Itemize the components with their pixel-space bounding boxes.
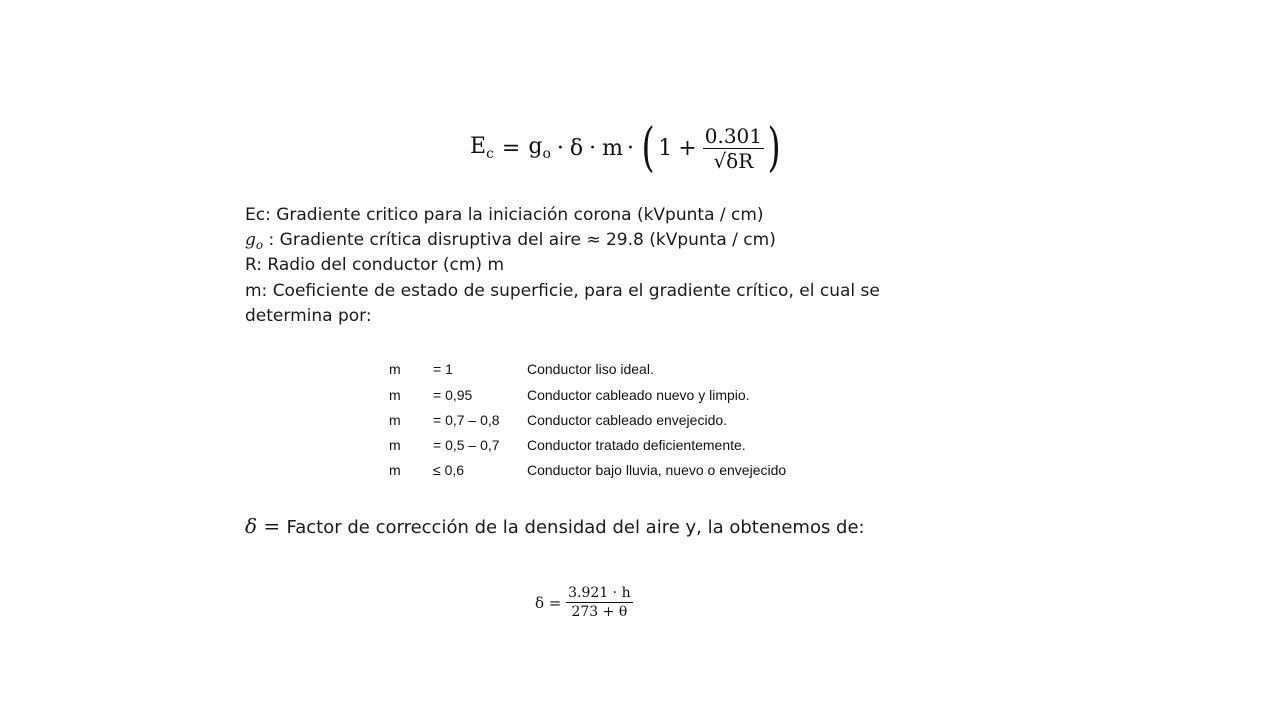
row-value: = 0,5 – 0,7: [433, 437, 500, 453]
formula-denominator: √δR: [713, 148, 754, 173]
corona-gradient-formula: [470, 118, 784, 178]
formula-dot-1: ·: [556, 135, 564, 161]
formula-numerator: 0.301: [704, 123, 762, 148]
delta-formula-equals: =: [544, 593, 567, 612]
row-description: Conductor cableado nuevo y limpio.: [527, 387, 750, 403]
formula-close-paren: ): [767, 118, 781, 178]
row-description: Conductor liso ideal.: [527, 361, 654, 377]
formula-lhs: $E_c$: [470, 134, 494, 162]
delta-symbol: δ: [245, 514, 258, 538]
delta-equals: =: [257, 514, 287, 538]
row-symbol: m: [389, 361, 401, 377]
formula-one: 1: [658, 135, 673, 161]
row-value: = 0,7 – 0,8: [433, 412, 500, 428]
row-symbol: m: [389, 412, 401, 428]
delta-formula-lhs: δ: [535, 593, 545, 612]
row-value: ≤ 0,6: [433, 462, 465, 478]
formula-m: m: [602, 135, 623, 161]
formula-g: $g_o$: [528, 134, 551, 162]
definition-ec: Ec: Gradiente critico para la iniciación corona (kVpunta / cm): [245, 205, 764, 225]
delta-formula-denominator: 273 + θ: [571, 604, 628, 620]
formula-open-paren: (: [641, 118, 655, 178]
row-description: Conductor tratado deficientemente.: [527, 437, 746, 453]
delta-formula-numerator: 3.921 · h: [568, 585, 631, 601]
definition-m-line2: determina por:: [245, 306, 372, 326]
formula-plus: +: [678, 135, 697, 161]
row-symbol: m: [389, 462, 401, 478]
go-description: : Gradiente crítica disruptiva del aire ≈ 29.8 (kVpunta / cm): [263, 230, 776, 250]
delta-formula-fraction: [566, 584, 632, 621]
row-description: Conductor cableado envejecido.: [527, 412, 728, 428]
formula-delta: δ: [569, 135, 584, 161]
go-symbol: $g_o$: [245, 230, 264, 252]
definition-m-line1: m: Coeficiente de estado de superficie, para el gradiente crítico, el cual se: [245, 281, 880, 301]
row-value: = 0,95: [433, 387, 473, 403]
row-value: = 1: [433, 361, 453, 377]
row-symbol: m: [389, 437, 401, 453]
formula-equals: =: [501, 135, 521, 161]
formula-fraction: [703, 124, 764, 173]
row-symbol: m: [389, 387, 401, 403]
formula-dot-3: ·: [627, 135, 634, 161]
formula-dot-2: ·: [589, 135, 597, 161]
delta-description: Factor de corrección de la densidad del aire y, la obtenemos de:: [286, 517, 865, 538]
air-density-formula: [535, 584, 633, 621]
row-description: Conductor bajo lluvia, nuevo o envejecido: [527, 462, 787, 478]
delta-definition: [245, 513, 865, 541]
definition-r: R: Radio del conductor (cm) m: [245, 255, 505, 275]
